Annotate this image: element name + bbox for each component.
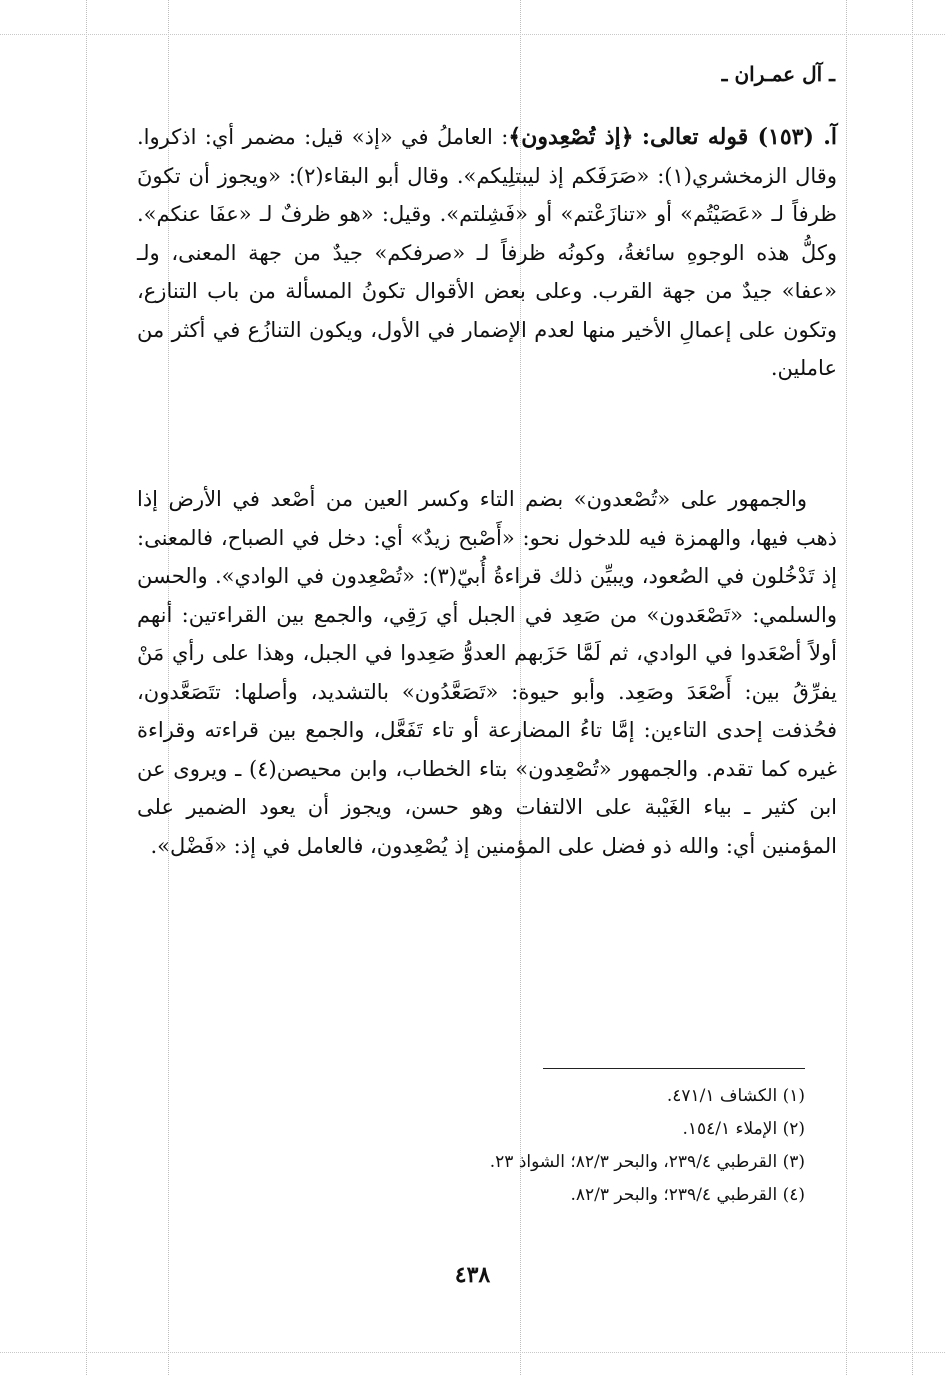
footnote-2: (٢) الإملاء ١٥٤/١. [682,1119,805,1139]
footnote-4: (٤) القرطبي ٢٣٩/٤؛ والبحر ٨٢/٣. [570,1185,805,1205]
guide-line [86,0,87,1375]
paragraph-2 [137,480,837,865]
verse-reference: آ. (١٥٣) قوله تعالى: [641,124,837,150]
footnote-divider [543,1068,805,1069]
footnotes [285,1080,805,1212]
verse-quote: ﴿إذ تُصْعِدون﴾ [508,124,634,150]
paragraph-1 [137,118,837,388]
paragraph-2-text: والجمهور على «تُصْعدون» بضم التاء وكسر العين من أصْعد في الأرض إذا ذهب فيها، والهمزة فيه للدخول نحو: «أَصْبح زيدٌ» أي: دخل في الصباح، فالمعنى: إذ تَدْخُلون في الصُعود، ويبيِّن ذلك قراءةُ أُبيّ(٣): «تُصْعِدون في الوادي». والحسن والسلمي: «تَصْعَدون» من صَعِد في الجبل أي رَقِي، والجمع بين القراءتين: أنهم أولاً أصْعَدوا في الوادي، ثم لَمَّا حَزَبهم العدوُّ صَعِدوا في الجبل، وهذا على رأي مَنْ يفرِّقُ بين: أَصْعَدَ وصَعِد. وأبو حيوة: «تَصَعَّدُون» بالتشديد، وأصلها: تتَصَعَّدون، فحُذفت إحدى التاءين: إمَّا تاءُ المضارعة أو تاء تَفَعَّل، والجمع بين قراءته وقراءة غيره كما تقدم. والجمهور «تُصْعِدون» بتاء الخطاب، وابن محيصن(٤) ـ ويروى عن ابن كثير ـ بياء الغَيْبة على الالتفات وهو حسن، ويجوز أن يعود الضمير على المؤمنين أي: والله ذو فضل على المؤمنين إذ يُصْعِدون، فالعامل في إذ: «فَضْل». [137,487,838,858]
page-number: ٤٣٨ [454,1262,491,1288]
guide-line [0,1352,945,1353]
guide-line [846,0,847,1375]
guide-line [912,0,913,1375]
running-head: ـ آل عمـران ـ [721,62,835,86]
footnote-3: (٣) القرطبي ٢٣٩/٤، والبحر ٨٢/٣؛ الشواذ ٢٣. [489,1152,805,1172]
paragraph-1-text: : العاملُ في «إذ» قيل: مضمر أي: اذكروا. وقال الزمخشري(١): «صَرَفَكم إذ ليبتلِيكم». وقال أبو البقاء(٢): «ويجوز أن تكونَ ظرفاً لـ «عَصَيْتُم» أو «تنازَعْتم» أو «فَشِلتم». وقيل: «هو ظرفٌ لـ «عفَا عنكم». وكلُّ هذه الوجوهِ سائغةُ، وكونُه ظرفاً لـ «صرفكم» جيدٌ من جهة المعنى، ولـ «عفا» جيدٌ من جهة القرب. وعلى بعض الأقوال تكونُ المسألة من باب التنازع، وتكون على إعمالِ الأخير منها لعدم الإضمار في الأول، ويكون التنازُع في أكثر من عاملين. [137,125,837,380]
guide-line [0,34,945,35]
footnote-1: (١) الكشاف ٤٧١/١. [666,1086,805,1106]
